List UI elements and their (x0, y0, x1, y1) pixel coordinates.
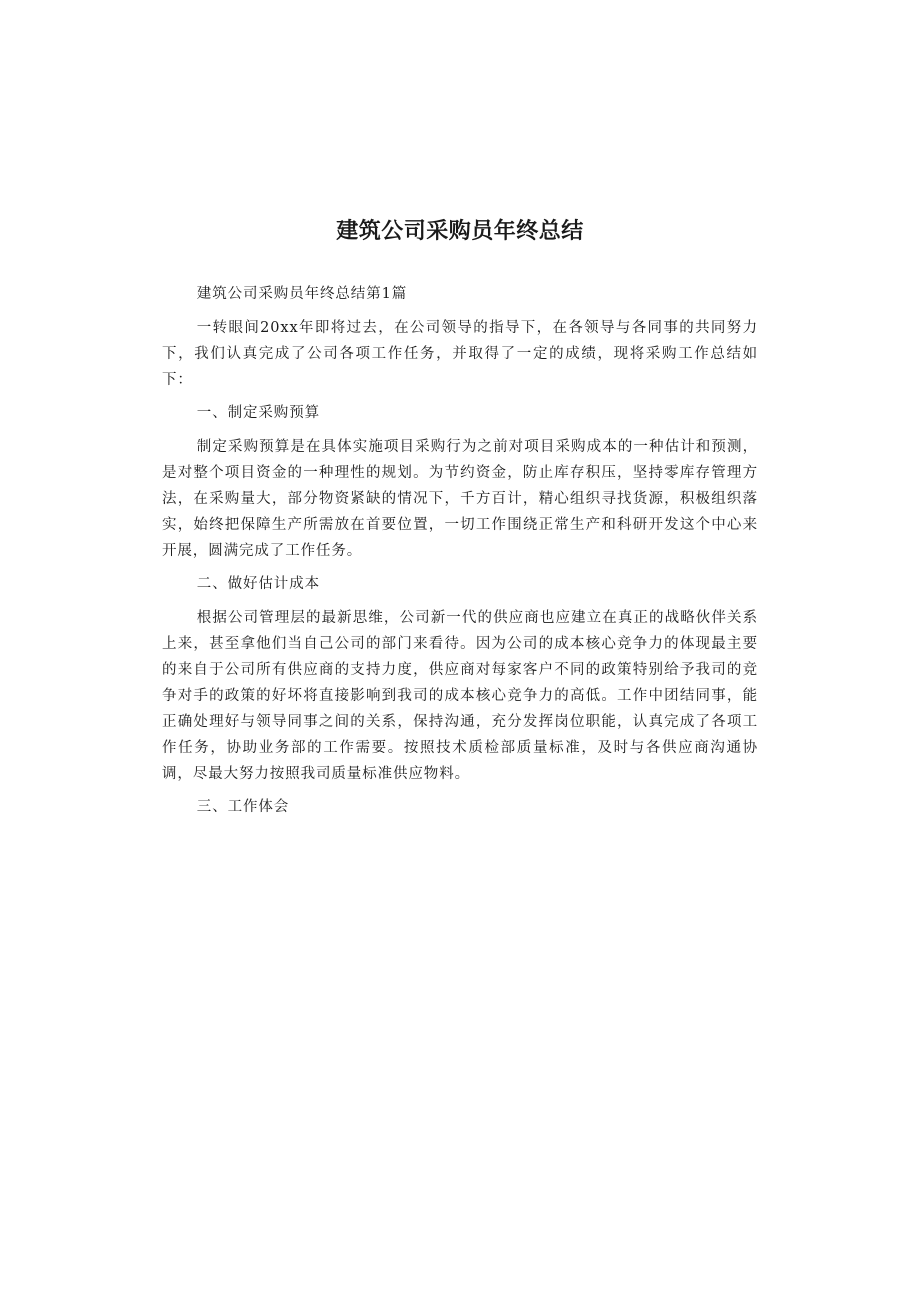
paragraph: 一转眼间20xx年即将过去，在公司领导的指导下，在各领导与各同事的共同努力下，我们认真完成了公司各项工作任务，并取得了一定的成绩，现将采购工作总结如下： (162, 319, 758, 388)
section-heading: 一、制定采购预算 (196, 405, 320, 421)
document-title: 建筑公司采购员年终总结 (336, 219, 584, 244)
paragraph: 制定采购预算是在具体实施项目采购行为之前对项目采购成本的一种估计和预测，是对整个项目资金的一种理性的规划。为节约资金，防止库存积压，坚持零库存管理方法，在采购量大，部分物资紧缺的情况下，千方百计，精心组织寻找货源，积极组织落实，始终把保障生产所需放在首要位置，一切工作围绕正常生产和科研开发这个中心来开展，圆满完成了工作任务。 (162, 438, 758, 559)
document-body (162, 281, 758, 828)
section-heading: 二、做好估计成本 (196, 576, 320, 592)
section-heading: 三、工作体会 (196, 799, 290, 815)
section-heading: 建筑公司采购员年终总结第1篇 (196, 286, 408, 302)
paragraph: 根据公司管理层的最新思维，公司新一代的供应商也应建立在真正的战略伙伴关系上来，甚至拿他们当自己公司的部门来看待。因为公司的成本核心竞争力的体现最主要的来自于公司所有供应商的支持力度，供应商对每家客户不同的政策特别给予我司的竞争对手的政策的好坏将直接影响到我司的成本核心竞争力的高低。工作中团结同事，能正确处理好与领导同事之间的关系，保持沟通，充分发挥岗位职能，认真完成了各项工作任务，协助业务部的工作需要。按照技术质检部质量标准，及时与各供应商沟通协调，尽最大努力按照我司质量标准供应物料。 (162, 609, 758, 782)
